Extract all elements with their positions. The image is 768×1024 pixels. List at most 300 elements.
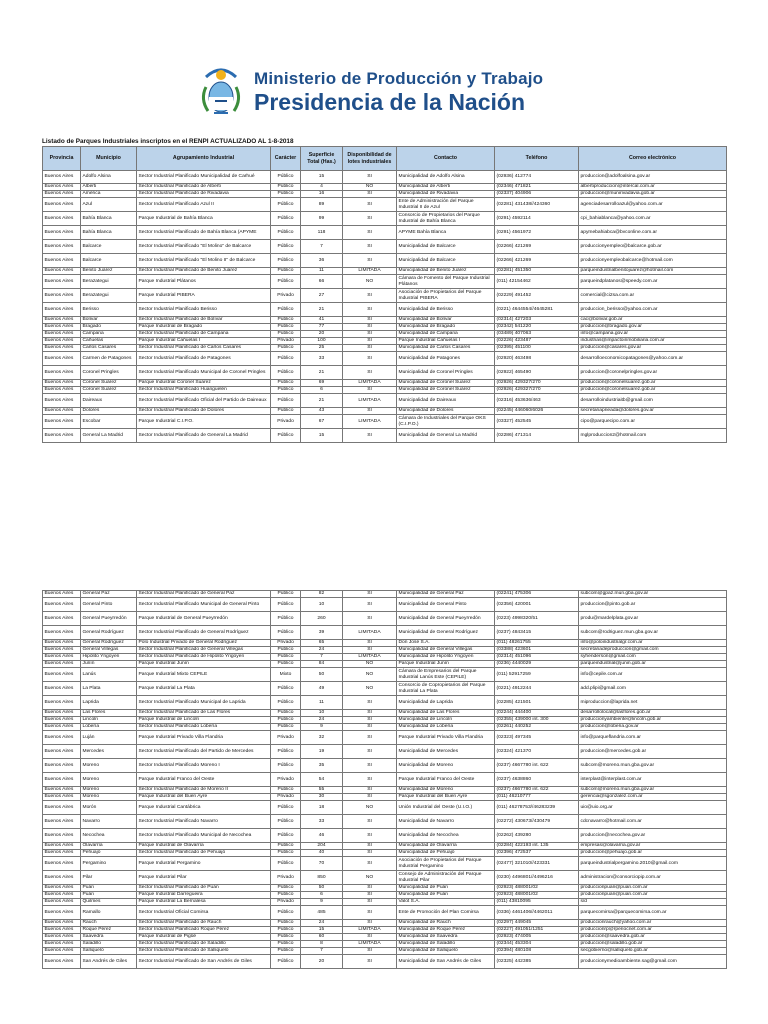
table-row bbox=[43, 394, 727, 408]
agrupamiento-cell: Sector Industrial Planificado de Salliqueló bbox=[137, 948, 271, 955]
telefono-cell: (0237) 4667780 int. 622 bbox=[495, 759, 579, 773]
correo-cell: mglproduccion2@hotmail.com bbox=[579, 429, 727, 443]
contacto-cell: Ente de Promoción del Plan Comirsa bbox=[397, 906, 495, 920]
parks-table-1 bbox=[42, 146, 727, 443]
telefono-cell: (011) 52917259 bbox=[495, 668, 579, 682]
provincia-cell: Buenos Aires bbox=[43, 394, 81, 408]
agrupamiento-cell: Parque Industrial de General Pueyrredón bbox=[137, 612, 271, 626]
disponibilidad-cell: NO bbox=[343, 801, 397, 815]
correo-cell: parqueindustrialpergamino.2010@gmail.com bbox=[579, 857, 727, 871]
correo-cell: subcom@moreno.mun.gba.gov.ar bbox=[579, 759, 727, 773]
contacto-cell: Municipalidad de Laprida bbox=[397, 696, 495, 710]
caracter-cell: Público bbox=[271, 366, 301, 380]
caracter-cell: Público bbox=[271, 941, 301, 948]
contacto-cell: Municipalidad de Patagones bbox=[397, 352, 495, 366]
agrupamiento-cell: Parque Industrial Plátanos bbox=[137, 275, 271, 289]
caracter-cell: Público bbox=[271, 955, 301, 969]
disponibilidad-cell: SI bbox=[343, 899, 397, 906]
contacto-cell: Municipalidad de Bolívar bbox=[397, 317, 495, 324]
telefono-cell: (02936) 412774 bbox=[495, 171, 579, 184]
caracter-cell: Privado bbox=[271, 871, 301, 885]
municipio-cell: Berisso bbox=[81, 303, 137, 317]
caracter-cell: Público bbox=[271, 927, 301, 934]
municipio-cell: Junín bbox=[81, 661, 137, 668]
caracter-cell: Público bbox=[271, 850, 301, 857]
contacto-cell: Municipalidad de Puán bbox=[397, 885, 495, 892]
table-row bbox=[43, 268, 727, 275]
disponibilidad-cell: SI bbox=[343, 303, 397, 317]
brand-text bbox=[254, 69, 543, 115]
correo-cell: produccion@bragado.gov.ar bbox=[579, 324, 727, 331]
telefono-cell: (02227) 491051/1251 bbox=[495, 927, 579, 934]
table-row bbox=[43, 338, 727, 345]
agrupamiento-cell: Parque Industrial Pergamino bbox=[137, 857, 271, 871]
contacto-cell: Municipalidad de Moreno bbox=[397, 787, 495, 794]
caracter-cell: Público bbox=[271, 654, 301, 661]
telefono-cell: (0221) 4644554//4645281 bbox=[495, 303, 579, 317]
superficie-cell: 33 bbox=[301, 352, 343, 366]
table-row bbox=[43, 303, 727, 317]
contacto-cell: Asociación de Propietarios del Parque Industrial PIBERA bbox=[397, 289, 495, 303]
table-row bbox=[43, 345, 727, 352]
agrupamiento-cell: Parque Industrial de Olavarría bbox=[137, 843, 271, 850]
superficie-cell: 8 bbox=[301, 941, 343, 948]
agrupamiento-cell: Sector Industrial Planificado de Puán bbox=[137, 885, 271, 892]
municipio-cell: Bolívar bbox=[81, 317, 137, 324]
agrupamiento-cell: Sector Industrial Planificado Navarro bbox=[137, 815, 271, 829]
telefono-cell: (02314) 451096 bbox=[495, 654, 579, 661]
telefono-cell: (0237) 4638860 bbox=[495, 773, 579, 787]
provincia-cell: Buenos Aires bbox=[43, 415, 81, 429]
contacto-cell: Ente de Administración del Parque Industrial II de Azul bbox=[397, 198, 495, 212]
disponibilidad-cell: SI bbox=[343, 598, 397, 612]
municipio-cell: General La Madrid bbox=[81, 429, 137, 443]
provincia-cell: Buenos Aires bbox=[43, 191, 81, 198]
contacto-cell: Municipalidad de General Pinto bbox=[397, 598, 495, 612]
contacto-cell: Municipalidad de Daireaux bbox=[397, 394, 495, 408]
caracter-cell: Privado bbox=[271, 640, 301, 647]
contacto-cell: Cámara de Empresarios del Parque Industrial Lanús Este (CEPILE) bbox=[397, 668, 495, 682]
contacto-cell: Municipalidad de Las Flores bbox=[397, 710, 495, 717]
table-row bbox=[43, 275, 727, 289]
superficie-cell: 7 bbox=[301, 240, 343, 254]
contacto-cell: Municipalidad de Mercedes bbox=[397, 745, 495, 759]
provincia-cell: Buenos Aires bbox=[43, 240, 81, 254]
correo-cell: desarrolloeconomicopatagones@yahoo.com.ar bbox=[579, 352, 727, 366]
correo-cell: albertiproduccion@intercal.com.ar bbox=[579, 184, 727, 191]
superficie-cell: 99 bbox=[301, 212, 343, 226]
caracter-cell: Público bbox=[271, 345, 301, 352]
telefono-cell: (02323) 497345 bbox=[495, 731, 579, 745]
correo-cell: info@campana.gov.ar bbox=[579, 331, 727, 338]
telefono-cell: (02356) 420001 bbox=[495, 598, 579, 612]
provincia-cell: Buenos Aires bbox=[43, 345, 81, 352]
caracter-cell: Público bbox=[271, 303, 301, 317]
telefono-cell: (0221) 4912244 bbox=[495, 682, 579, 696]
provincia-cell: Buenos Aires bbox=[43, 254, 81, 268]
provincia-cell: Buenos Aires bbox=[43, 927, 81, 934]
table-row bbox=[43, 850, 727, 857]
agrupamiento-cell: Sector Industrial Planificado Azul II bbox=[137, 198, 271, 212]
agrupamiento-cell: Sector Industrial Planificado Lobería bbox=[137, 724, 271, 731]
agrupamiento-cell: Sector Industrial Planificado de Bolívar bbox=[137, 317, 271, 324]
contacto-cell: Municipalidad de Carlos Casares bbox=[397, 345, 495, 352]
agrupamiento-cell: Sector Industrial Planificado Municipal de Necochea bbox=[137, 829, 271, 843]
table-row bbox=[43, 184, 727, 191]
municipio-cell: General Rodríguez bbox=[81, 640, 137, 647]
municipio-cell: Bahía Blanca bbox=[81, 212, 137, 226]
telefono-cell: (02346) 471821 bbox=[495, 184, 579, 191]
disponibilidad-cell: SI bbox=[343, 254, 397, 268]
provincia-cell: Buenos Aires bbox=[43, 626, 81, 640]
municipio-cell: Coronel Pringles bbox=[81, 366, 137, 380]
municipio-cell: Quilmes bbox=[81, 899, 137, 906]
provincia-cell: Buenos Aires bbox=[43, 591, 81, 598]
municipio-cell: Alberti bbox=[81, 184, 137, 191]
provincia-cell: Buenos Aires bbox=[43, 920, 81, 927]
agrupamiento-cell: Sector Industrial Planificado Municipal de Coronel Pringles bbox=[137, 366, 271, 380]
table-row bbox=[43, 934, 727, 941]
municipio-cell: Luján bbox=[81, 731, 137, 745]
municipio-cell: Bahía Blanca bbox=[81, 226, 137, 240]
superficie-cell: 7 bbox=[301, 948, 343, 955]
provincia-cell: Buenos Aires bbox=[43, 787, 81, 794]
table-row bbox=[43, 906, 727, 920]
telefono-cell: (02261) 440252 bbox=[495, 724, 579, 731]
superficie-cell: 54 bbox=[301, 773, 343, 787]
contacto-cell: Municipalidad de Berisso bbox=[397, 303, 495, 317]
contacto-cell: Municipalidad de Balcarce bbox=[397, 240, 495, 254]
correo-cell: produccion@saavedra.gob.ar bbox=[579, 934, 727, 941]
caracter-cell: Público bbox=[271, 724, 301, 731]
correo-cell: info@cepile.com.ar bbox=[579, 668, 727, 682]
disponibilidad-cell: SI bbox=[343, 815, 397, 829]
telefono-cell: (0291) 4592114 bbox=[495, 212, 579, 226]
agrupamiento-cell: Sector Industrial Planificado Berisso bbox=[137, 303, 271, 317]
disponibilidad-cell: SI bbox=[343, 731, 397, 745]
table-row bbox=[43, 892, 727, 899]
telefono-cell: (03489) 407063 bbox=[495, 331, 579, 338]
contacto-cell: Municipalidad de Puán bbox=[397, 892, 495, 899]
correo-cell: cpi_bahiablanca@yahoo.com.ar bbox=[579, 212, 727, 226]
caracter-cell: Público bbox=[271, 696, 301, 710]
column-header-telefono: Teléfono bbox=[495, 147, 579, 171]
caracter-cell: Público bbox=[271, 801, 301, 815]
agrupamiento-cell: Sector Industrial Planificado Moreno I bbox=[137, 759, 271, 773]
disponibilidad-cell: SI bbox=[343, 745, 397, 759]
column-header-caracter: Carácter bbox=[271, 147, 301, 171]
disponibilidad-cell: SI bbox=[343, 317, 397, 324]
correo-cell: produccion@pinto.gob.ar bbox=[579, 598, 727, 612]
telefono-cell: (02926) 429327/270 bbox=[495, 380, 579, 387]
contacto-cell: Municipalidad de Alberti bbox=[397, 184, 495, 191]
provincia-cell: Buenos Aires bbox=[43, 829, 81, 843]
provincia-cell: Buenos Aires bbox=[43, 268, 81, 275]
disponibilidad-cell: NO bbox=[343, 668, 397, 682]
municipio-cell: Lanús bbox=[81, 668, 137, 682]
disponibilidad-cell: LIMITADA bbox=[343, 394, 397, 408]
correo-cell: empresas@olavarria.gov.ar bbox=[579, 843, 727, 850]
correo-cell: parqueindustrial@junin.gob.ar bbox=[579, 661, 727, 668]
provincia-cell: Buenos Aires bbox=[43, 198, 81, 212]
table-row bbox=[43, 724, 727, 731]
agrupamiento-cell: Parque Industrial PIBERA bbox=[137, 289, 271, 303]
correo-cell: desarrolloindustriaitb@gmail.com bbox=[579, 394, 727, 408]
disponibilidad-cell: SI bbox=[343, 429, 397, 443]
disponibilidad-cell: SI bbox=[343, 955, 397, 969]
agrupamiento-cell: Sector Industrial Planificado de Campana bbox=[137, 331, 271, 338]
correo-cell: comercial@ci2sa.com.ar bbox=[579, 289, 727, 303]
contacto-cell: Municipalidad de Coronel Suárez bbox=[397, 387, 495, 394]
contacto-cell: Municipalidad de Saladillo bbox=[397, 941, 495, 948]
disponibilidad-cell: SI bbox=[343, 892, 397, 899]
municipio-cell: Berazategui bbox=[81, 275, 137, 289]
telefono-cell: (02266) 421269 bbox=[495, 254, 579, 268]
ministry-name: Ministerio de Producción y Trabajo bbox=[254, 69, 544, 88]
caracter-cell: Público bbox=[271, 184, 301, 191]
telefono-cell: (02923) 488001/02 bbox=[495, 885, 579, 892]
correo-cell: subcom@gpaz.mun.gba.gov.ar bbox=[579, 591, 727, 598]
agrupamiento-cell: Sector Industrial Planificado de Hipólito Yrigoyen bbox=[137, 654, 271, 661]
correo-cell: interplast@interplast.com.ar bbox=[579, 773, 727, 787]
correo-cell: info@parqueflandria.com.ar bbox=[579, 731, 727, 745]
table-row bbox=[43, 696, 727, 710]
caracter-cell: Público bbox=[271, 171, 301, 184]
contacto-cell: Municipalidad de Coronel Pringles bbox=[397, 366, 495, 380]
contacto-cell: Municipalidad de Moreno bbox=[397, 759, 495, 773]
provincia-cell: Buenos Aires bbox=[43, 275, 81, 289]
contacto-cell: Parque Industrial Cañuelas I bbox=[397, 338, 495, 345]
table-row bbox=[43, 955, 727, 969]
caracter-cell: Público bbox=[271, 380, 301, 387]
caracter-cell: Público bbox=[271, 892, 301, 899]
superficie-cell: 49 bbox=[301, 682, 343, 696]
caracter-cell: Público bbox=[271, 429, 301, 443]
correo-cell: industrias@impactoinmobiliaria.com.ar bbox=[579, 338, 727, 345]
municipio-cell: Moreno bbox=[81, 773, 137, 787]
caracter-cell: Público bbox=[271, 268, 301, 275]
correo-cell: subcom@rodriguez.mun.gba.gov.ar bbox=[579, 626, 727, 640]
telefono-cell: (02241) 475306 bbox=[495, 591, 579, 598]
table-row bbox=[43, 598, 727, 612]
correo-cell: produccionymedioambiente.sag@gmail.com bbox=[579, 955, 727, 969]
disponibilidad-cell: LIMITADA bbox=[343, 415, 397, 429]
telefono-cell: (0237) 4667780 int. 622 bbox=[495, 787, 579, 794]
superficie-cell: 485 bbox=[301, 906, 343, 920]
municipio-cell: Hipólito Yrigoyen bbox=[81, 654, 137, 661]
municipio-cell: Las Flores bbox=[81, 710, 137, 717]
agrupamiento-cell: Parque Industrial de Pigüé bbox=[137, 934, 271, 941]
superficie-cell: 118 bbox=[301, 226, 343, 240]
disponibilidad-cell: NO bbox=[343, 661, 397, 668]
superficie-cell: 41 bbox=[301, 317, 343, 324]
provincia-cell: Buenos Aires bbox=[43, 731, 81, 745]
superficie-cell: 60 bbox=[301, 934, 343, 941]
agrupamiento-cell: Sector Industrial Planificado de Dolores bbox=[137, 408, 271, 415]
table-row bbox=[43, 815, 727, 829]
caracter-cell: Público bbox=[271, 717, 301, 724]
caracter-cell: Público bbox=[271, 324, 301, 331]
disponibilidad-cell: SI bbox=[343, 948, 397, 955]
telefono-cell: (02325) 442385 bbox=[495, 955, 579, 969]
contacto-cell: Asociación de Propietarios del Parque Industrial Pergamino bbox=[397, 857, 495, 871]
provincia-cell: Buenos Aires bbox=[43, 331, 81, 338]
disponibilidad-cell: SI bbox=[343, 920, 397, 927]
disponibilidad-cell: SI bbox=[343, 591, 397, 598]
municipio-cell: Dolores bbox=[81, 408, 137, 415]
contacto-cell: Municipalidad de Lincoln bbox=[397, 717, 495, 724]
agrupamiento-cell: Sector Industrial Planificado de Saladillo bbox=[137, 941, 271, 948]
disponibilidad-cell: NO bbox=[343, 184, 397, 191]
agrupamiento-cell: Sector Industrial Planificado Oficial del Partido de Daireaux bbox=[137, 394, 271, 408]
municipio-cell: Moreno bbox=[81, 787, 137, 794]
municipio-cell: Coronel Suárez bbox=[81, 387, 137, 394]
correo-cell: produccion@mercedes.gob.ar bbox=[579, 745, 727, 759]
agrupamiento-cell: Parque Industrial La Bernalesa bbox=[137, 899, 271, 906]
provincia-cell: Buenos Aires bbox=[43, 661, 81, 668]
disponibilidad-cell: SI bbox=[343, 759, 397, 773]
municipio-cell: Pehuajó bbox=[81, 850, 137, 857]
provincia-cell: Buenos Aires bbox=[43, 303, 81, 317]
municipio-cell: Saladillo bbox=[81, 941, 137, 948]
caracter-cell: Público bbox=[271, 920, 301, 927]
superficie-cell: 70 bbox=[301, 857, 343, 871]
telefono-cell: (02316) 453636/463 bbox=[495, 394, 579, 408]
disponibilidad-cell: SI bbox=[343, 226, 397, 240]
superficie-cell: 11 bbox=[301, 268, 343, 275]
municipio-cell: Cañuelas bbox=[81, 338, 137, 345]
contacto-cell: Municipalidad de Salliqueló bbox=[397, 948, 495, 955]
contacto-cell: Municipalidad de Campana bbox=[397, 331, 495, 338]
contacto-cell: Municipalidad de General Rodríguez bbox=[397, 626, 495, 640]
correo-cell: secgobierno@salliquelo.gob.ar bbox=[579, 948, 727, 955]
municipio-cell: Pilar bbox=[81, 871, 137, 885]
provincia-cell: Buenos Aires bbox=[43, 647, 81, 654]
table-row bbox=[43, 612, 727, 626]
telefono-cell: (0230) 4496801//4496216 bbox=[495, 871, 579, 885]
provincia-cell: Buenos Aires bbox=[43, 654, 81, 661]
correo-cell: cac@bolivar.gob.ar bbox=[579, 317, 727, 324]
provincia-cell: Buenos Aires bbox=[43, 857, 81, 871]
superficie-cell: 20 bbox=[301, 955, 343, 969]
correo-cell: parqueindplatanos@speedy.com.ar bbox=[579, 275, 727, 289]
argentina-coat-of-arms-icon bbox=[198, 65, 244, 119]
municipio-cell: Lobería bbox=[81, 724, 137, 731]
agrupamiento-cell: Sector Industrial Planificado de General Villegas bbox=[137, 647, 271, 654]
correo-cell: add.plipi@gmail.com bbox=[579, 682, 727, 696]
provincia-cell: Buenos Aires bbox=[43, 710, 81, 717]
disponibilidad-cell: SI bbox=[343, 612, 397, 626]
telefono-cell: (03327) 452545 bbox=[495, 415, 579, 429]
municipio-cell: Necochea bbox=[81, 829, 137, 843]
table-row bbox=[43, 731, 727, 745]
provincia-cell: Buenos Aires bbox=[43, 759, 81, 773]
column-header-provincia: Provincia bbox=[43, 147, 81, 171]
agrupamiento-cell: Sector Industrial Planificado de General Rodríguez bbox=[137, 626, 271, 640]
municipio-cell: General Villegas bbox=[81, 647, 137, 654]
contacto-cell: Municipalidad de General Villegas bbox=[397, 647, 495, 654]
agrupamiento-cell: Sector Industrial Planificado del Partido de Mercedes bbox=[137, 745, 271, 759]
contacto-cell: Municipalidad de Rivadavia bbox=[397, 191, 495, 198]
superficie-cell: 15 bbox=[301, 171, 343, 184]
telefono-cell: (02281) 431438//424360 bbox=[495, 198, 579, 212]
disponibilidad-cell: SI bbox=[343, 724, 397, 731]
superficie-cell: 21 bbox=[301, 394, 343, 408]
municipio-cell: Carmen de Patagones bbox=[81, 352, 137, 366]
contacto-cell: Consorcio de Copropietarios del Parque Industrial La Plata bbox=[397, 682, 495, 696]
provincia-cell: Buenos Aires bbox=[43, 668, 81, 682]
municipio-cell: Adolfo Alsina bbox=[81, 171, 137, 184]
caracter-cell: Público bbox=[271, 612, 301, 626]
disponibilidad-cell: NO bbox=[343, 682, 397, 696]
disponibilidad-cell: SI bbox=[343, 696, 397, 710]
table-row bbox=[43, 240, 727, 254]
municipio-cell: Rauch bbox=[81, 920, 137, 927]
table-row bbox=[43, 899, 727, 906]
superficie-cell: 6 bbox=[301, 387, 343, 394]
telefono-cell: (0237) 4843415 bbox=[495, 626, 579, 640]
superficie-cell: 6 bbox=[301, 892, 343, 899]
superficie-cell: 11 bbox=[301, 696, 343, 710]
telefono-cell: (02477) 321010//423331 bbox=[495, 857, 579, 871]
superficie-cell: 84 bbox=[301, 661, 343, 668]
telefono-cell: (02922) 465490 bbox=[495, 366, 579, 380]
superficie-cell: 260 bbox=[301, 612, 343, 626]
contacto-cell: Municipalidad de San Andrés de Giles bbox=[397, 955, 495, 969]
superficie-cell: 20 bbox=[301, 331, 343, 338]
disponibilidad-cell: SI bbox=[343, 198, 397, 212]
telefono-cell: (0236) 4440029 bbox=[495, 661, 579, 668]
municipio-cell: General Pinto bbox=[81, 598, 137, 612]
table-row bbox=[43, 885, 727, 892]
superficie-cell: 30 bbox=[301, 794, 343, 801]
telefono-cell: (02395) 451100 bbox=[495, 345, 579, 352]
table-row bbox=[43, 408, 727, 415]
telefono-cell: (011) 48261755 bbox=[495, 640, 579, 647]
contacto-cell: Municipalidad de Coronel Suárez bbox=[397, 380, 495, 387]
disponibilidad-cell: SI bbox=[343, 717, 397, 724]
agrupamiento-cell: Polo Industrial Privado de General Rodríguez bbox=[137, 640, 271, 647]
table-row bbox=[43, 591, 727, 598]
correo-cell: cdcnavarro@hotmail.com.ar bbox=[579, 815, 727, 829]
agrupamiento-cell: Sector Industrial Planificado Municipalidad de Carhué bbox=[137, 171, 271, 184]
superficie-cell: 35 bbox=[301, 759, 343, 773]
agrupamiento-cell: Parque Industrial Junín bbox=[137, 661, 271, 668]
disponibilidad-cell: SI bbox=[343, 934, 397, 941]
agrupamiento-cell: Sector Industrial Planificado de Alberti bbox=[137, 184, 271, 191]
table-row bbox=[43, 927, 727, 934]
agrupamiento-cell: Sector Industrial Planificado de Pehuajó bbox=[137, 850, 271, 857]
telefono-cell: (02226) 423487 bbox=[495, 338, 579, 345]
superficie-cell: 9 bbox=[301, 724, 343, 731]
superficie-cell: 43 bbox=[301, 408, 343, 415]
correo-cell: produccionyempleo@balcarce.gob.ar bbox=[579, 240, 727, 254]
telefono-cell: (02272) 430673//430479 bbox=[495, 815, 579, 829]
contacto-cell: Municipalidad de General Pueyrredón bbox=[397, 612, 495, 626]
superficie-cell: 9 bbox=[301, 899, 343, 906]
table-row bbox=[43, 191, 727, 198]
table-row bbox=[43, 212, 727, 226]
telefono-cell: (02923) 488001/02 bbox=[495, 892, 579, 899]
provincia-cell: Buenos Aires bbox=[43, 429, 81, 443]
correo-cell: produccion@loberia.gov.ar bbox=[579, 724, 727, 731]
caracter-cell: Público bbox=[271, 815, 301, 829]
caracter-cell: Público bbox=[271, 647, 301, 654]
municipio-cell: Navarro bbox=[81, 815, 137, 829]
provincia-cell: Buenos Aires bbox=[43, 408, 81, 415]
disponibilidad-cell: SI bbox=[343, 212, 397, 226]
agrupamiento-cell: Sector Industrial Planificado Roque Pérez bbox=[137, 927, 271, 934]
